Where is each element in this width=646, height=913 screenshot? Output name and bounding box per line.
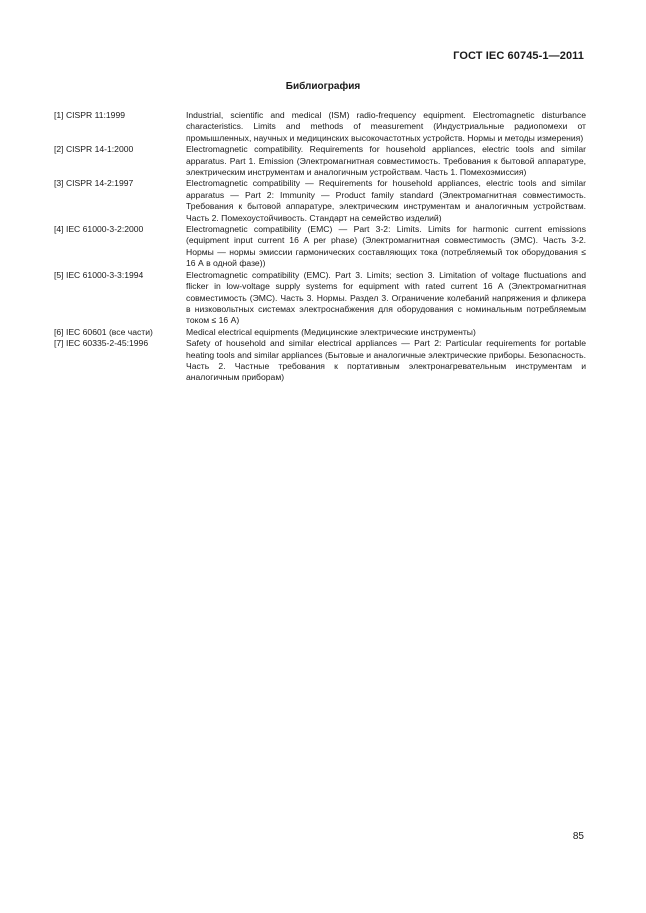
entry-reference: [3] CISPR 14-2:1997 (54, 178, 134, 189)
document-standard-header: ГОСТ IEC 60745-1—2011 (453, 50, 584, 62)
bibliography-entry (54, 338, 586, 384)
bibliography-entry (54, 144, 586, 178)
bibliography-entry (54, 224, 586, 270)
bibliography-entry (54, 110, 586, 144)
entry-description: Electromagnetic compatibility — Requirements for household appliances, electric tools and similar apparatus — Part 2: Immunity — Product family standard (Электромагнитная совместимость. Требования к бытовой аппаратуре, электрическим инструментам и аналогичным устройствам. Часть 2. Помехоустойчивость. Стандарт на семейство изделий) (186, 178, 586, 223)
entry-reference: [4] IEC 61000-3-2:2000 (54, 224, 144, 235)
entry-description: Medical electrical equipments (Медицинские электрические инструменты) (186, 326, 476, 337)
bibliography-entry (54, 178, 586, 224)
bibliography-entry (54, 327, 586, 338)
entry-description: Electromagnetic compatibility (EMC). Part 3. Limits; section 3. Limitation of voltage fluctuations and flicker in low-voltage supply systems for equipment with rated current 16 A (Электромагнитная совместимость (ЭМС). Часть 3. Нормы. Раздел 3. Ограничение колебаний напряжения и фликера в низковольтных системах электроснабжения для оборудования с номинальным потребляемым током ≤ 16 А) (186, 269, 586, 326)
page-number: 85 (572, 831, 584, 842)
entry-description: Electromagnetic compatibility (EMC) — Part 3-2: Limits. Limits for harmonic current emissions (equipment input current 16 A per phase) (Электромагнитная совместимость (ЭМС). Часть 3-2. Нормы — нормы эмиссии гармонических составляющих тока (потребляемый ток оборудования ≤ 16 А в одной фазе)) (186, 224, 586, 269)
entry-reference: [6] IEC 60601 (все части) (54, 326, 153, 337)
entry-description: Safety of household and similar electrical appliances — Part 2: Particular requirements for portable heating tools and similar appliances (Бытовые и аналогичные электрические приборы. Безопасность. Часть 2. Частные требования к портативным электронагревательным инструментам и аналогичным приборам) (186, 338, 586, 383)
entry-reference: [1] CISPR 11:1999 (54, 110, 126, 120)
bibliography-list (54, 110, 586, 384)
entry-reference: [2] CISPR 14-1:2000 (54, 144, 134, 155)
entry-description: Industrial, scientific and medical (ISM) radio-frequency equipment. Electromagnetic disturbance characteristics. Limits and methods of measurement (Индустриальные радиопомехи от промышленных, научных и медицинских высокочастотных устройств. Нормы и методы измерения) (186, 110, 586, 143)
entry-reference: [7] IEC 60335-2-45:1996 (54, 338, 149, 349)
bibliography-title: Библиография (285, 81, 361, 92)
entry-reference: [5] IEC 61000-3-3:1994 (54, 269, 144, 280)
bibliography-entry (54, 270, 586, 327)
entry-description: Electromagnetic compatibility. Requirements for household appliances, electric tools and similar apparatus. Part 1. Emission (Электромагнитная совместимость. Требования к бытовой аппаратуре, электрическим инструментам и аналогичным устройствам. Часть 1. Помехоэмиссия) (186, 144, 586, 178)
